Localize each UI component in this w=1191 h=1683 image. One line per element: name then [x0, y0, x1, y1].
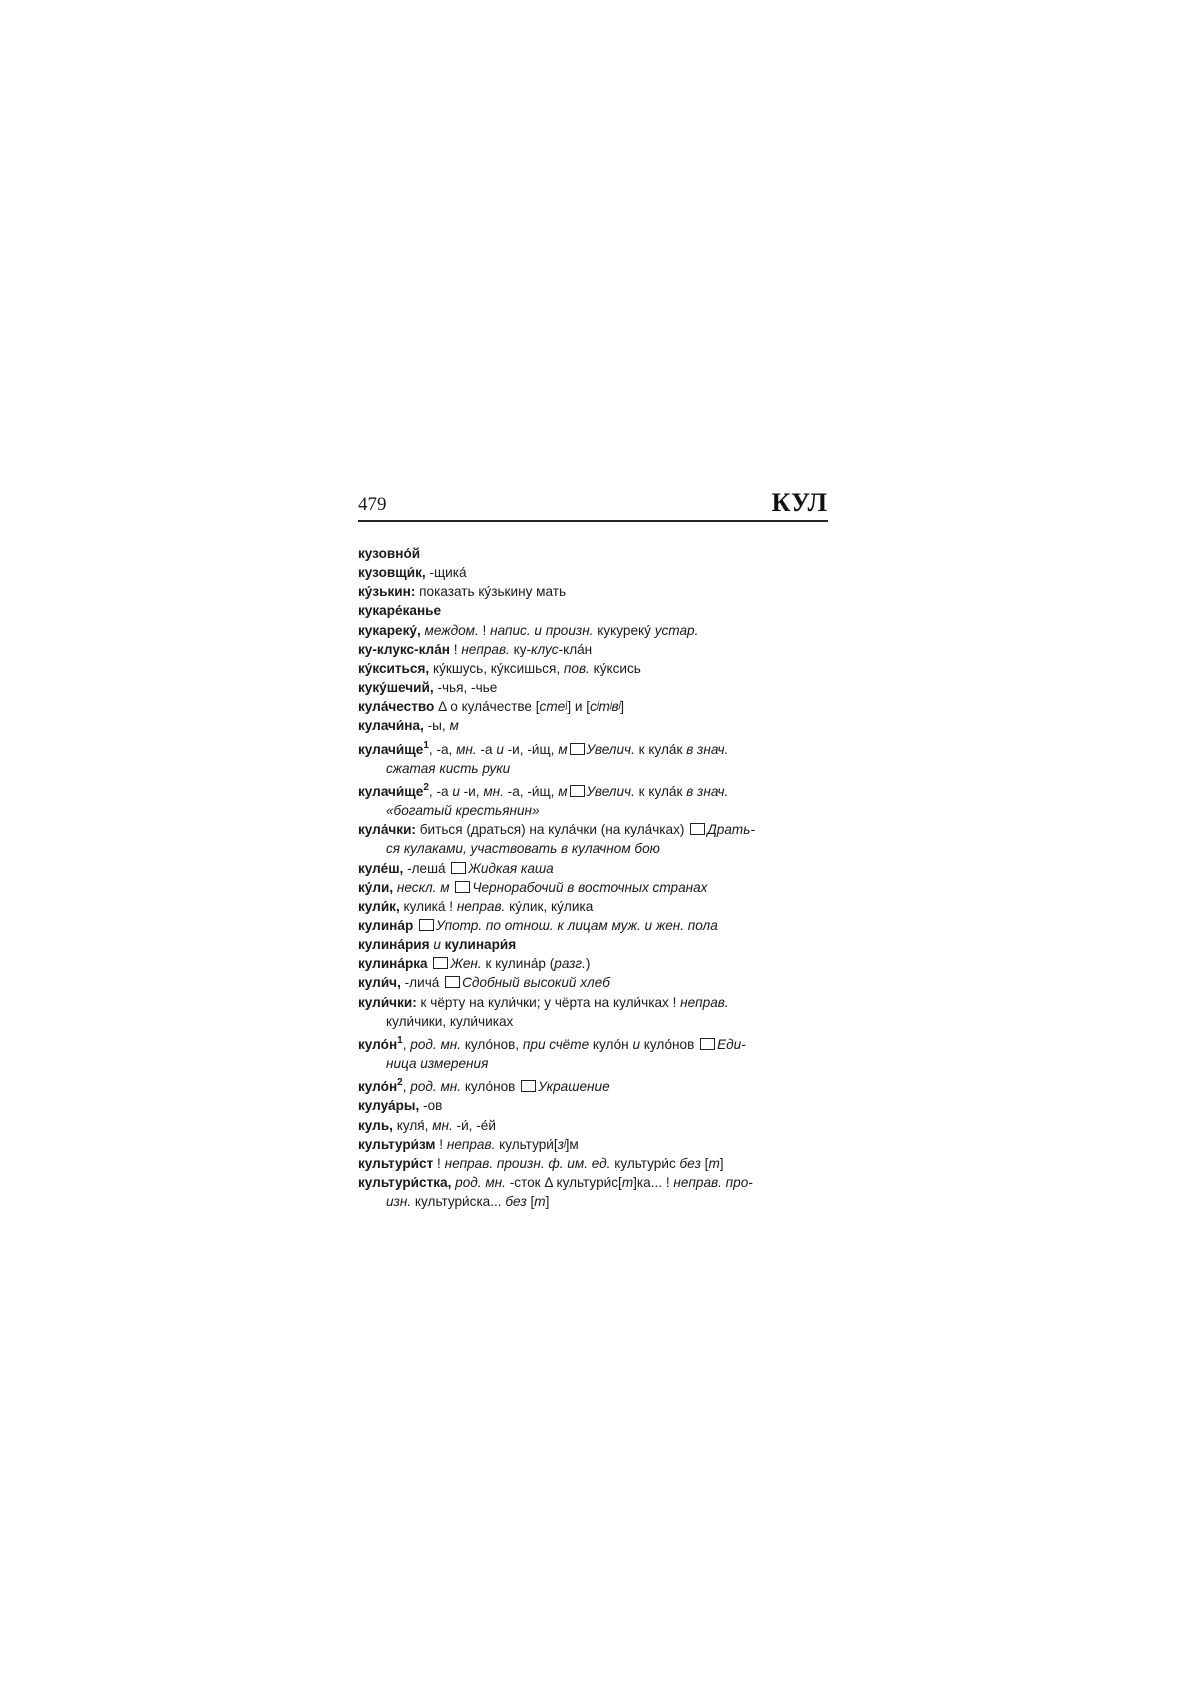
entry-note: ся кулаками, участвовать в кулачном бою	[386, 841, 660, 857]
entry-text: -и,	[459, 783, 484, 799]
definition-box-icon	[451, 862, 466, 874]
entry-note: м	[558, 741, 568, 757]
entry-text: к кулина́р (	[481, 956, 555, 972]
entry-text: -кла́н	[558, 641, 593, 657]
entry-note: род. мн.	[410, 1079, 462, 1095]
definition-box-icon	[690, 823, 705, 835]
entry-text: кулика́ !	[399, 898, 457, 914]
entry-text: !	[478, 622, 491, 638]
entry-text: -и́, -е́й	[452, 1117, 496, 1133]
entry-line	[358, 544, 828, 563]
headword: культури́ст	[358, 1155, 434, 1171]
entry-continuation-line	[372, 1012, 828, 1031]
dictionary-entry	[358, 916, 828, 935]
entry-text: )	[585, 956, 591, 972]
entry-line	[358, 621, 828, 640]
homonym-index: 2	[423, 781, 429, 793]
dictionary-entry	[358, 993, 828, 1031]
headword: куло́н	[358, 1079, 398, 1095]
entry-text: -сток Δ культури́с[	[505, 1175, 622, 1190]
entry-line	[358, 582, 828, 601]
headword: кукаре́канье	[358, 603, 442, 619]
entry-text: -а	[476, 741, 497, 757]
headword: ку́зькин:	[358, 584, 416, 600]
headword: кулина́р	[358, 917, 414, 933]
dictionary-entry	[358, 697, 828, 716]
entry-text: ]	[620, 699, 625, 715]
definition-box-icon	[570, 743, 585, 755]
headword: кулачи́на,	[358, 718, 424, 734]
headword: кула́чество	[358, 699, 435, 715]
entry-text: ʲ] и [	[565, 699, 591, 715]
entry-text: к кула́к	[634, 741, 687, 757]
headword: кулачи́ще	[358, 741, 424, 757]
entry-text: ]	[719, 1155, 724, 1171]
entry-note: Чернорабочий в восточных странах	[472, 879, 708, 895]
headword: культури́зм	[358, 1136, 436, 1152]
entry-continuation-line	[372, 1192, 828, 1211]
entry-note: без	[679, 1155, 701, 1171]
entry-text: к кула́к	[634, 783, 687, 799]
entry-text: -леша́	[403, 860, 450, 876]
entry-line	[358, 563, 828, 582]
entry-text: -ы,	[423, 718, 450, 734]
entry-note: пов.	[563, 660, 590, 676]
entry-note: нескл. м	[393, 879, 450, 895]
dictionary-entry	[358, 601, 828, 620]
entry-text: Δ о кула́честве [	[434, 699, 540, 715]
dictionary-entry	[358, 1073, 828, 1096]
headword: ку-клукс-кла́н	[358, 641, 450, 657]
dictionary-entry	[358, 659, 828, 678]
entry-text: , -а	[428, 783, 453, 799]
dictionary-entry	[358, 878, 828, 897]
entry-text: биться (драться) на кула́чки (на кула́чках)	[415, 822, 689, 838]
entry-line	[358, 1096, 828, 1115]
page-number: 479	[358, 494, 387, 515]
dictionary-entry	[358, 897, 828, 916]
entry-note: ница измерения	[386, 1056, 489, 1072]
entry-line	[358, 778, 828, 801]
entry-line	[358, 736, 828, 759]
dictionary-entry	[358, 1096, 828, 1115]
entry-text: ]	[545, 1194, 550, 1210]
definition-box-icon	[433, 957, 448, 969]
header-rule	[358, 520, 828, 522]
headword: куло́н	[358, 1036, 398, 1052]
entry-text: ]ка... !	[633, 1175, 674, 1190]
entry-line	[358, 954, 828, 973]
entry-line	[358, 1173, 828, 1192]
entry-note: разг.	[554, 956, 586, 972]
entry-text	[413, 918, 417, 933]
entry-continuation-line	[372, 801, 828, 820]
dictionary-entry	[358, 778, 828, 820]
entry-note: и	[452, 783, 460, 799]
entry-line	[358, 659, 828, 678]
homonym-index: 1	[423, 739, 429, 751]
dictionary-entry	[358, 716, 828, 735]
dictionary-entry	[358, 1031, 828, 1073]
entry-line	[358, 601, 828, 620]
entry-text: кукуреку́	[593, 622, 655, 638]
headword: куль,	[358, 1117, 393, 1133]
entry-text: !	[449, 641, 462, 657]
definition-box-icon	[445, 976, 460, 988]
entry-text: -чья, -чье	[433, 680, 498, 696]
dictionary-entry	[358, 1135, 828, 1154]
entry-text: [	[526, 1194, 535, 1210]
entry-text: -лича́	[400, 975, 444, 991]
dictionary-entry	[358, 678, 828, 697]
dictionary-entry	[358, 1173, 828, 1211]
entry-text: куло́нов,	[461, 1036, 523, 1052]
entry-text: -а, -и́щ,	[503, 783, 559, 799]
headword: кулачи́ще	[358, 783, 424, 799]
homonym-index: 1	[397, 1034, 403, 1046]
headword: кули́чки:	[358, 994, 417, 1010]
entry-text: [	[700, 1155, 709, 1171]
headword: кули́ч,	[358, 975, 401, 991]
entry-note: т	[708, 1155, 720, 1171]
homonym-index: 2	[397, 1077, 403, 1089]
entry-note: сте	[539, 699, 566, 715]
dictionary-entry	[358, 544, 828, 563]
entry-note: и	[429, 937, 445, 953]
entry-note: т	[534, 1194, 546, 1210]
entry-note: мн.	[432, 1117, 453, 1133]
entry-line	[358, 935, 828, 954]
entry-note: неправ.	[680, 994, 729, 1010]
entry-text: культури́ска...	[411, 1194, 506, 1210]
entry-text: -и, -и́щ,	[503, 741, 559, 757]
entry-line	[358, 1116, 828, 1135]
entry-text	[428, 956, 432, 971]
entry-line	[358, 993, 828, 1012]
dictionary-entries	[358, 544, 828, 1211]
entry-text	[450, 880, 454, 895]
entry-continuation-line	[372, 1054, 828, 1073]
headword: куле́ш,	[358, 860, 404, 876]
entry-note: сʲтʲвʲ	[590, 699, 621, 715]
entry-note: без	[505, 1194, 527, 1210]
entry-line	[358, 697, 828, 716]
headword: ку́ли,	[358, 879, 394, 895]
definition-box-icon	[455, 881, 470, 893]
headword: ку́кситься,	[358, 660, 430, 676]
entry-text: ку́ксись	[589, 660, 641, 676]
entry-note: Жен.	[450, 956, 482, 972]
dictionary-entry	[358, 582, 828, 601]
entry-text: !	[435, 1136, 447, 1152]
entry-continuation-line	[372, 839, 828, 858]
dictionary-entry	[358, 820, 828, 858]
headword: кулинари́я	[444, 937, 517, 953]
headword: культури́стка,	[358, 1175, 452, 1190]
entry-note: Сдобный высокий хлеб	[462, 975, 610, 991]
entry-note: междом.	[420, 622, 479, 638]
dictionary-entry	[358, 859, 828, 878]
entry-text: культури́с	[610, 1155, 680, 1171]
entry-text: кули́чики, кули́чиках	[386, 1013, 514, 1029]
dictionary-entry	[358, 954, 828, 973]
entry-line	[358, 716, 828, 735]
entry-text: куло́нов	[461, 1079, 520, 1095]
headword: кула́чки:	[358, 822, 416, 838]
entry-text: показать ку́зькину мать	[415, 584, 567, 600]
entry-text: -ов	[419, 1098, 443, 1114]
entry-note: Еди-	[717, 1036, 746, 1052]
entry-text: куля́,	[392, 1117, 433, 1133]
dictionary-entry	[358, 563, 828, 582]
headword: кузовно́й	[358, 546, 421, 561]
headword: кулина́рия	[358, 937, 430, 953]
entry-line	[358, 1135, 828, 1154]
entry-note: м	[449, 718, 459, 734]
entry-note: род. мн.	[410, 1036, 462, 1052]
definition-box-icon	[570, 785, 585, 797]
entry-note: Употр. по отнош. к лицам муж. и жен. пола	[436, 917, 718, 933]
entry-text: куло́нов	[640, 1036, 699, 1052]
entry-note: при счёте	[522, 1036, 590, 1052]
definition-box-icon	[419, 919, 434, 931]
entry-note: т	[621, 1175, 634, 1190]
definition-box-icon	[700, 1038, 715, 1050]
entry-line	[358, 1031, 828, 1054]
headword: кули́к,	[358, 898, 400, 914]
entry-note: и	[632, 1036, 640, 1052]
entry-text: !	[433, 1155, 445, 1171]
entry-note: неправ.	[456, 898, 506, 914]
entry-note: м	[558, 783, 568, 799]
headword: кузовщи́к,	[358, 565, 426, 581]
entry-text: -щика́	[425, 565, 467, 581]
entry-note: клус	[531, 641, 559, 657]
entry-line	[358, 897, 828, 916]
definition-box-icon	[521, 1080, 536, 1092]
entry-text: ,	[402, 1079, 411, 1095]
entry-note: «богатый крестьянин»	[386, 803, 540, 819]
entry-note: род. мн.	[451, 1175, 506, 1190]
headword: кулуа́ры,	[358, 1098, 420, 1114]
entry-text: куло́н	[589, 1036, 633, 1052]
entry-continuation-line	[372, 759, 828, 778]
entry-line	[358, 973, 828, 992]
entry-note: устар.	[654, 622, 699, 638]
entry-line	[358, 640, 828, 659]
entry-note: Увелич.	[586, 741, 635, 757]
entry-text: ку-	[509, 641, 532, 657]
entry-line	[358, 820, 828, 839]
entry-line	[358, 878, 828, 897]
entry-note: Жидкая каша	[468, 860, 554, 876]
entry-note: неправ.	[446, 1136, 496, 1152]
page-header	[358, 488, 828, 522]
entry-note: мн.	[456, 741, 477, 757]
dictionary-entry	[358, 935, 828, 954]
entry-line	[358, 1154, 828, 1173]
entry-text: ]м	[565, 1136, 579, 1152]
entry-text: ,	[402, 1036, 411, 1052]
entry-note: мн.	[483, 783, 504, 799]
entry-note: Увелич.	[586, 783, 635, 799]
headword: куку́шечий,	[358, 680, 434, 696]
entry-note: Драть-	[707, 822, 755, 838]
entry-note: неправ.	[461, 641, 510, 657]
dictionary-entry	[358, 973, 828, 992]
entry-line	[358, 678, 828, 697]
dictionary-entry	[358, 621, 828, 640]
headword: кукареку́,	[358, 622, 421, 638]
entry-note: неправ. про-	[673, 1175, 753, 1190]
running-head: КУЛ	[771, 488, 828, 517]
entry-line	[358, 859, 828, 878]
entry-note: сжатая кисть руки	[386, 760, 511, 776]
entry-note: изн.	[386, 1194, 412, 1210]
dictionary-entry	[358, 640, 828, 659]
entry-note: в знач.	[686, 741, 729, 757]
dictionary-entry	[358, 1154, 828, 1173]
entry-note: неправ. произн. ф. им. ед.	[444, 1155, 611, 1171]
dictionary-entry	[358, 1116, 828, 1135]
entry-note: зʲ	[557, 1136, 566, 1152]
entry-text: , -а,	[428, 741, 457, 757]
entry-text: ку́кшусь, ку́ксишься,	[429, 660, 564, 676]
dictionary-entry	[358, 736, 828, 778]
entry-text: культури́[	[495, 1136, 558, 1152]
entry-text: ку́лик, ку́лика	[505, 898, 594, 914]
headword: кулина́рка	[358, 956, 428, 972]
entry-note: в знач.	[686, 783, 729, 799]
entry-note: напис. и произн.	[490, 622, 594, 638]
entry-line	[358, 916, 828, 935]
entry-line	[358, 1073, 828, 1096]
entry-text: к чёрту на кули́чки; у чёрта на кули́чках !	[416, 994, 681, 1010]
entry-note: и	[496, 741, 504, 757]
entry-note: Украшение	[538, 1079, 610, 1095]
